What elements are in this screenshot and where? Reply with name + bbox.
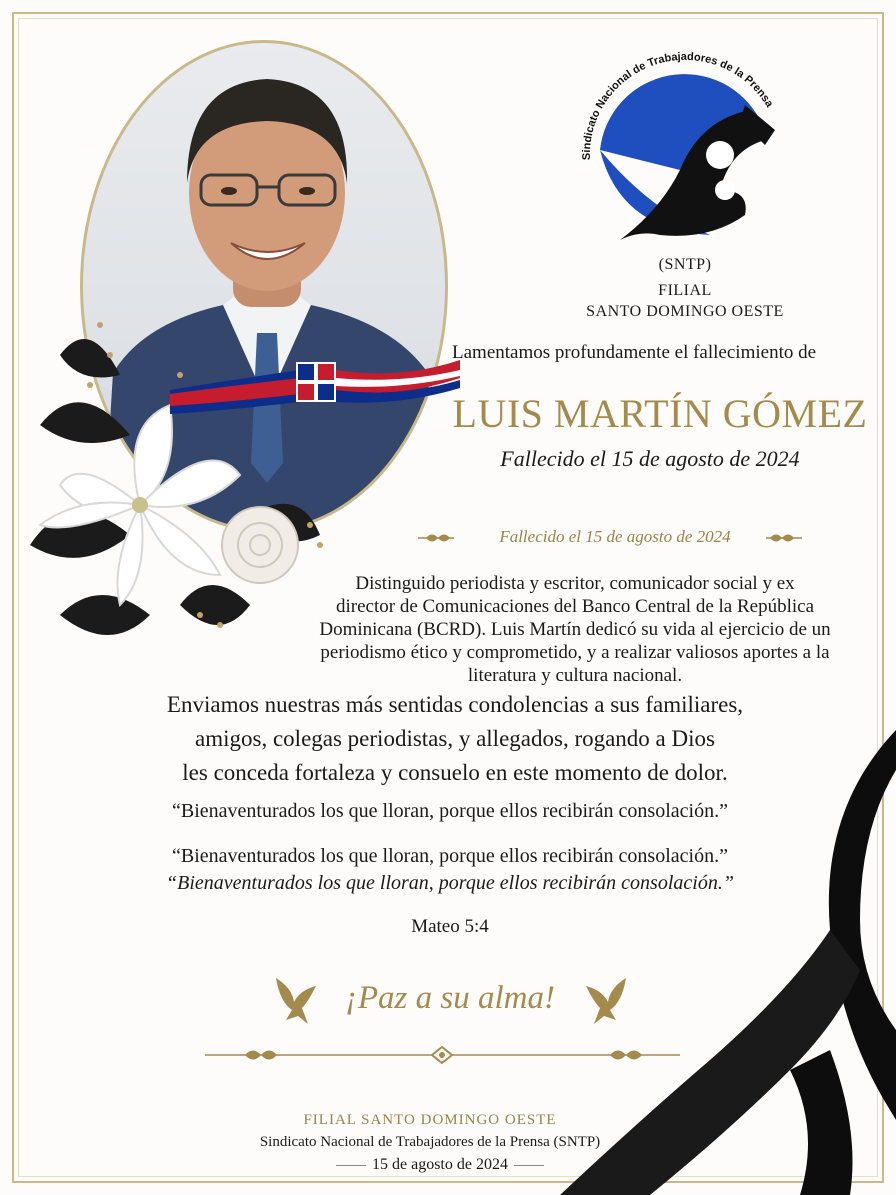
footer-rule xyxy=(514,1165,544,1166)
logo-acronym: (SNTP) xyxy=(658,256,712,273)
footer-union: Sindicato Nacional de Trabajadores de la Prensa (SNTP) xyxy=(259,1134,601,1150)
bio-line: Distinguido periodista y escritor, comunicador social y ex xyxy=(355,573,795,594)
death-date-small: Fallecido el 15 de agosto de 2024 xyxy=(499,527,731,546)
black-mourning-ribbon xyxy=(560,730,896,1195)
bible-verse-italic: “Bienaventurados los que lloran, porque ellos recibirán consolación.” xyxy=(166,872,734,894)
logo-arc-text: Sindicato Nacional de Trabajadores de la Prensa xyxy=(580,50,776,161)
dominican-flag-ribbon xyxy=(170,350,460,420)
bio-line: periodismo ético y comprometido, y a realizar valiosos aportes a la xyxy=(320,642,830,663)
right-ornament-icon xyxy=(766,531,802,545)
condolence-line: Enviamos nuestras más sentidas condolencias a sus familiares, xyxy=(166,692,744,717)
footer-date xyxy=(300,1156,580,1174)
footer-rule xyxy=(336,1165,366,1166)
footer-date-text: 15 de agosto de 2024 xyxy=(372,1156,508,1173)
bible-verse: “Bienaventurados los que lloran, porque ellos recibirán consolación.” xyxy=(172,845,728,867)
lament-text: Lamentamos profundamente el fallecimiento de xyxy=(452,342,817,363)
bio-line: director de Comunicaciones del Banco Central de la República xyxy=(336,596,814,617)
biography xyxy=(270,572,880,687)
bible-verse: “Bienaventurados los que lloran, porque ellos recibirán consolación.” xyxy=(172,800,728,822)
logo-line-branch: SANTO DOMINGO OESTE xyxy=(586,303,784,320)
bio-line: Dominicana (BCRD). Luis Martín dedicó su vida al ejercicio de un xyxy=(319,619,831,640)
logo-line-filial: FILIAL xyxy=(658,282,712,299)
condolence-line: les conceda fortaleza y consuelo en este momento de dolor. xyxy=(182,760,728,785)
death-date-line: Fallecido el 15 de agosto de 2024 xyxy=(500,446,800,471)
bio-line: literatura y cultura nacional. xyxy=(467,665,683,686)
condolence-line: amigos, colegas periodistas, y allegados, rogando a Dios xyxy=(195,726,715,751)
deceased-name: LUIS MARTÍN GÓMEZ xyxy=(452,391,868,436)
footer-branch: FILIAL SANTO DOMINGO OESTE xyxy=(303,1112,557,1128)
peace-message: ¡Paz a su alma! xyxy=(345,980,555,1016)
sntp-logo xyxy=(560,40,810,260)
verse-reference: Mateo 5:4 xyxy=(411,916,489,937)
